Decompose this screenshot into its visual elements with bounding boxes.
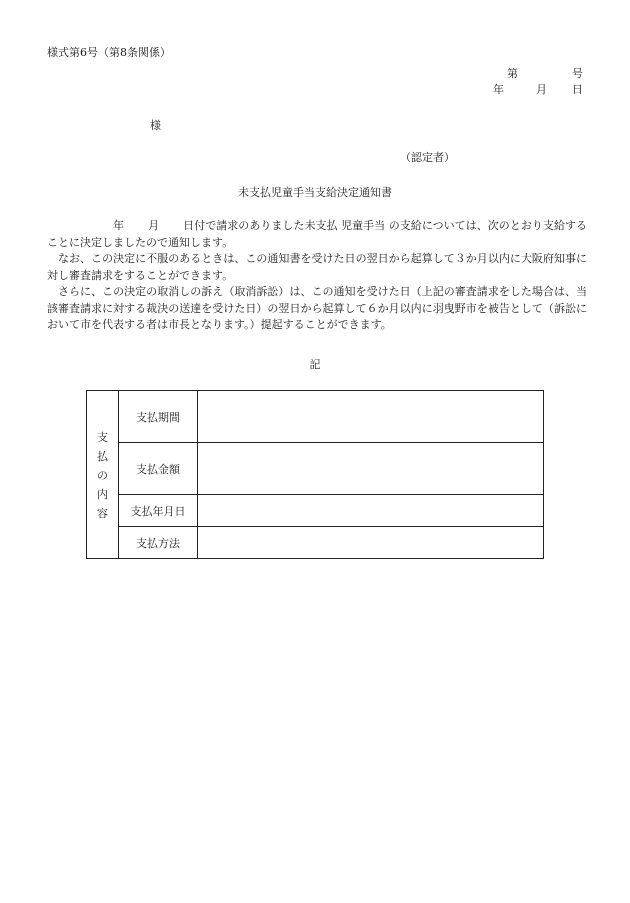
p1-text: 日付で請求のありました未支払 児童手当 の支給については、次のとおり支給することに決定しましたので通知します。 (47, 219, 587, 249)
paragraph-3: さらに、この決定の取消しの訴え（取消訴訟）は、この通知を受けた日（上記の審査請求をした場合は、当該審査請求に対する裁決の送達を受けた日）の翌日から起算して６か月以内に羽曳野市を被告として（訴訟において市を代表する者は市長となります。）提起することができます。 (47, 285, 587, 331)
ki-mark: 記 (309, 358, 321, 371)
p1-year: 年 (113, 219, 125, 232)
row-label-period: 支払期間 (119, 391, 198, 443)
date-month: 月 (536, 83, 547, 96)
side-char: 容 (97, 506, 108, 520)
row-value-method (198, 527, 544, 559)
date-year: 年 (493, 83, 504, 96)
table-row (87, 443, 544, 495)
form-number: 様式第6号（第8条関係） (47, 46, 171, 59)
side-char: 支 (97, 430, 108, 444)
paragraph-1 (47, 218, 587, 251)
table-row (87, 495, 544, 527)
side-char: 内 (97, 487, 108, 501)
side-char: 払 (97, 449, 108, 463)
p1-month: 月 (148, 219, 160, 232)
row-value-period (198, 391, 544, 443)
payment-details-table (86, 390, 544, 559)
side-label-cell (87, 391, 119, 559)
addressee-suffix: 様 (150, 119, 161, 132)
row-value-amount (198, 443, 544, 495)
date-day: 日 (572, 83, 583, 96)
certifier: （認定者） (400, 151, 455, 164)
paragraph-2: なお、この決定に不服のあるときは、この通知書を受けた日の翌日から起算して３か月以内に大阪府知事に対し審査請求をすることができます。 (47, 252, 587, 282)
body-text (47, 218, 587, 334)
number-suffix: 号 (572, 67, 583, 80)
table-row (87, 527, 544, 559)
number-prefix: 第 (507, 67, 518, 80)
side-char: の (97, 468, 108, 482)
document-title: 未支払児童手当支給決定通知書 (238, 186, 392, 199)
row-label-amount: 支払金額 (119, 443, 198, 495)
table-row (87, 391, 544, 443)
row-value-date (198, 495, 544, 527)
row-label-date: 支払年月日 (119, 495, 198, 527)
row-label-method: 支払方法 (119, 527, 198, 559)
